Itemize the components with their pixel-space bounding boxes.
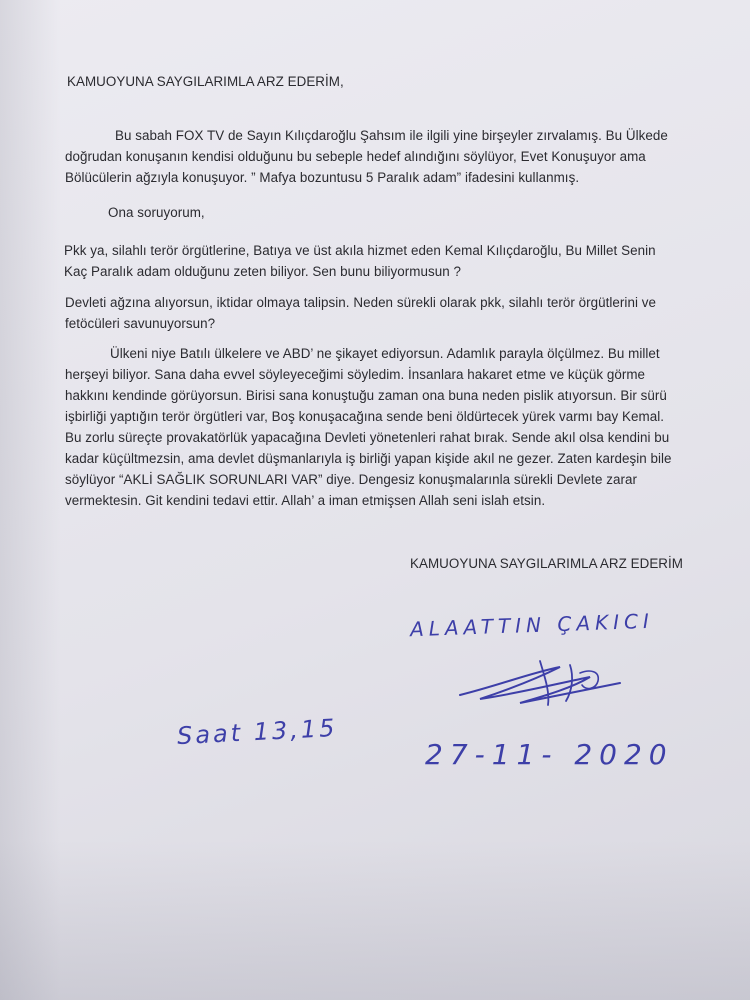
paragraph-3: [64, 240, 656, 282]
text-line: herşeyi biliyor. Sana daha evvel söyleyeceğimi söyledim. İnsanlara hakaret etme ve küçük görme: [65, 367, 646, 382]
text-line: vermektesin. Git kendini tedavi ettir. Allah’ a iman etmişsen Allah seni islah etsin.: [65, 493, 546, 508]
text-line: söylüyor “AKLİ SAĞLIK SORUNLARI VAR” diye. Dengesiz konuşmalarınla sürekli Devlete zarar: [65, 472, 637, 487]
paragraph-5: [65, 343, 672, 511]
handwritten-date: 27-11- 2020: [425, 738, 674, 771]
closing-text: KAMUOYUNA SAYGILARIMLA ARZ EDERİM: [410, 556, 683, 571]
text-line: işbirliği yaptığın terör örgütleri var, Boş konuşacağına sende beni öldürtecek yürek varmı bay Kemal.: [65, 409, 665, 424]
text-line: Bölücülerin ağzıyla konuşuyor. ” Mafya bozuntusu 5 Paralık adam” ifadesini kullanmış.: [65, 170, 580, 185]
text-line: Bu zorlu süreçte provakatörlük yapacağına Devleti yönetenleri rahat bırak. Sende akıl olsa kendini bu: [65, 430, 670, 445]
text-line: hakkını kendinde görüyorsun. Birisi sana konuştuğu zaman ona buna neden pislik atıyorsun. Bir sürü: [65, 388, 667, 403]
letter-heading: [67, 71, 344, 92]
heading-text: KAMUOYUNA SAYGILARIMLA ARZ EDERİM,: [67, 74, 344, 89]
paragraph-2: [108, 202, 205, 223]
text-line: Kaç Paralık adam olduğunu zeten biliyor. Sen bunu biliyormusun ?: [64, 264, 461, 279]
page-shadow-bottom: [0, 840, 750, 1000]
paragraph-4: [65, 292, 656, 334]
handwritten-time: Saat 13,15: [176, 713, 339, 751]
text-line: fetöcüleri savunuyorsun?: [65, 316, 216, 331]
text-line: Pkk ya, silahlı terör örgütlerine, Batıya ve üst akıla hizmet eden Kemal Kılıçdaroğlu, Bu Millet Senin: [64, 243, 656, 258]
text-line: Ona soruyorum,: [108, 205, 205, 220]
text-line: Ülkeni niye Batılı ülkelere ve ABD’ ne şikayet ediyorsun. Adamlık parayla ölçülmez. Bu millet: [110, 346, 660, 361]
closing-line: [410, 553, 683, 574]
text-line: doğrudan konuşanın kendisi olduğunu bu sebeple hedef alındığını söylüyor, Evet Konuşuyor ama: [65, 149, 646, 164]
text-line: kadar küçültmezsin, ama devlet düşmanlarıyla iş birliği yapan kişide akıl ne gezer. Zaten kardeşin bile: [65, 451, 672, 466]
signature-scribble: [440, 655, 640, 715]
handwritten-name: ALAATTIN ÇAKICI: [409, 608, 655, 642]
text-line: Bu sabah FOX TV de Sayın Kılıçdaroğlu Şahsım ile ilgili yine birşeyler zırvalamış. Bu Ülkede: [115, 128, 668, 143]
text-line: Devleti ağzına alıyorsun, iktidar olmaya talipsin. Neden sürekli olarak pkk, silahlı terör örgütlerini ve: [65, 295, 656, 310]
paragraph-1: [65, 125, 668, 188]
